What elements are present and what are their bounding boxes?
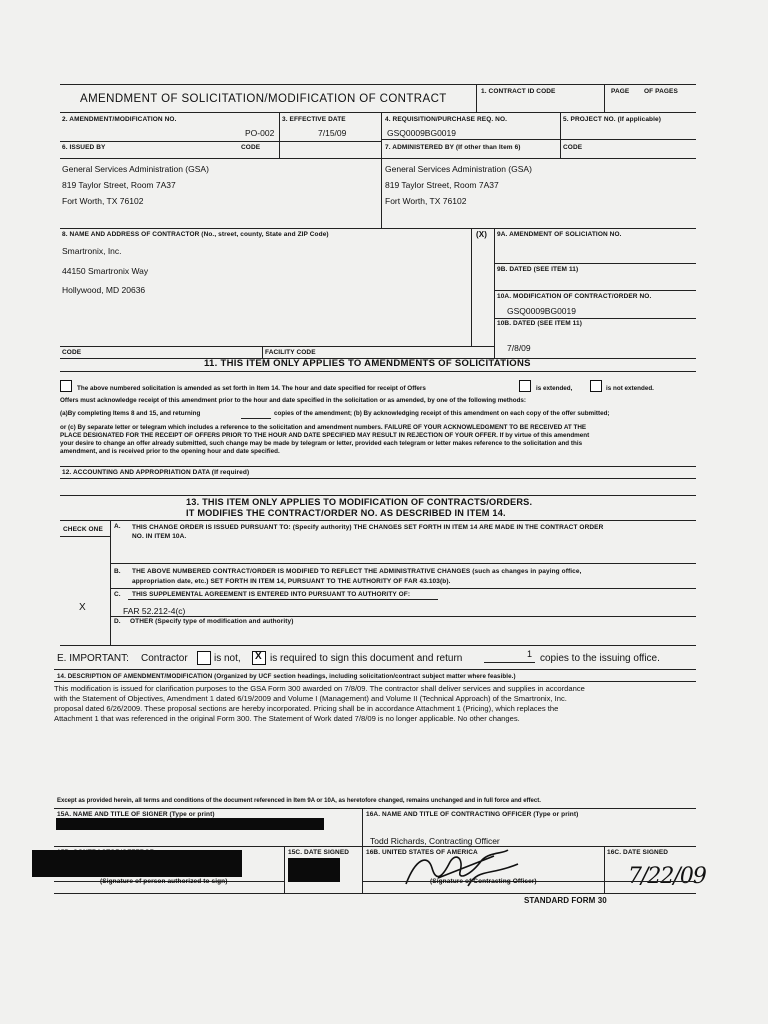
description-line: This modification is issued for clarification purposes to the GSA Form 300 awarded on 7/8/09. The contractor shall deliver services and supplies in accordance (54, 684, 585, 693)
amendment-of-solicitation-label: 9A. AMENDMENT OF SOLICIATION NO. (497, 231, 622, 238)
is-required-checkbox[interactable] (252, 651, 266, 665)
contracting-officer-name: Todd Richards, Contracting Officer (370, 836, 500, 846)
date-signed-16c-label: 16C. DATE SIGNED (607, 849, 669, 856)
dated-10b-label: 10B. DATED (SEE ITEM 11) (497, 320, 582, 327)
option-a-text: NO. IN ITEM 10A. (132, 533, 187, 540)
effective-date-label: 3. EFFECTIVE DATE (282, 116, 346, 123)
redacted-contractor-signature (32, 850, 242, 877)
item-11-text: your desire to change an offer already submitted, such change may be made by telegram or letter, provided each telegram or letter makes reference to the solicitation and this (60, 440, 583, 447)
rule (60, 84, 696, 85)
not-extended-label: is not extended. (606, 385, 654, 392)
option-d-text: OTHER (Specify type of modification and authority) (130, 618, 294, 625)
signer-name-label: 15A. NAME AND TITLE OF SIGNER (Type or print) (57, 811, 215, 818)
check-one-label: CHECK ONE (63, 526, 103, 533)
copies-text: copies to the issuing office. (540, 653, 660, 664)
option-a-letter: A. (114, 523, 121, 530)
item-13-subheading: IT MODIFIES THE CONTRACT/ORDER NO. AS DESCRIBED IN ITEM 14. (186, 508, 506, 518)
amendment-no-value: PO-002 (245, 128, 275, 138)
form-title: AMENDMENT OF SOLICITATION/MODIFICATION OF CONTRACT (80, 93, 447, 105)
modification-10a-label: 10A. MODIFICATION OF CONTRACT/ORDER NO. (497, 293, 652, 300)
not-extended-checkbox[interactable] (590, 380, 602, 392)
requisition-label: 4. REQUISITION/PURCHASE REQ. NO. (385, 116, 508, 123)
contractor-address-line: Hollywood, MD 20636 (62, 285, 146, 295)
issued-by-line: 819 Taylor Street, Room 7A37 (62, 180, 176, 190)
option-a-text: THIS CHANGE ORDER IS ISSUED PURSUANT TO: (Specify authority) THE CHANGES SET FORTH IN ITEM 14 ARE MADE IN THE CONTRACT ORDER (132, 524, 604, 531)
administered-by-line: 819 Taylor Street, Room 7A37 (385, 180, 499, 190)
dated-10b-value: 7/8/09 (507, 343, 531, 353)
project-no-label: 5. PROJECT NO. (If applicable) (563, 116, 661, 123)
redacted-signer-name (56, 818, 324, 830)
option-c-text: THIS SUPPLEMENTAL AGREEMENT IS ENTERED INTO PURSUANT TO AUTHORITY OF: (132, 591, 411, 598)
except-statement: Except as provided herein, all terms and conditions of the document referenced in Item 9A or 10A, as heretofore changed, remains unchanged and in full force and effect. (57, 798, 541, 804)
option-b-text: appropriation date, etc.) SET FORTH IN ITEM 14, PURSUANT TO THE AUTHORITY OF FAR 43.103(b). (132, 578, 451, 585)
option-c-letter: C. (114, 591, 121, 598)
is-not-label: is not, (214, 653, 241, 664)
standard-form-label: STANDARD FORM 30 (524, 896, 607, 905)
option-b-text: THE ABOVE NUMBERED CONTRACT/ORDER IS MODIFIED TO REFLECT THE ADMINISTRATIVE CHANGES (such as changes in paying office, (132, 568, 582, 575)
united-states-label: 16B. UNITED STATES OF AMERICA (366, 849, 478, 856)
contracting-officer-name-label: 16A. NAME AND TITLE OF CONTRACTING OFFICER (Type or print) (366, 811, 579, 818)
modification-10a-value: GSQ0009BG0019 (507, 306, 576, 316)
date-signed-16c-value: 7/22/09 (628, 864, 706, 889)
contract-id-code-label: 1. CONTRACT ID CODE (481, 88, 556, 95)
contractor-address-line: Smartronix, Inc. (62, 246, 122, 256)
contracting-officer-signature (398, 848, 538, 892)
item-11-text: or (c) By separate letter or telegram which includes a reference to the solicitation and amendment numbers. FAILURE OF YOUR ACKNOWLEDGMENT TO BE RECEIVED AT THE (60, 424, 587, 431)
item-11-text: (a)By completing Items 8 and 15, and returning (60, 410, 201, 417)
contractor-code-label: CODE (62, 349, 82, 356)
solicitation-amended-checkbox[interactable] (60, 380, 72, 392)
option-c-authority-value: FAR 52.212-4(c) (123, 606, 186, 616)
issued-by-label: 6. ISSUED BY (62, 144, 106, 151)
amendment-no-label: 2. AMENDMENT/MODIFICATION NO. (62, 116, 177, 123)
x-column-header: (X) (476, 230, 487, 239)
administered-by-line: General Services Administration (GSA) (385, 164, 532, 174)
item-11-text: The above numbered solicitation is amended as set forth in Item 14. The hour and date specified for receipt of Offers (77, 385, 426, 392)
of-pages-label: OF PAGES (644, 88, 678, 95)
issued-code-label: CODE (241, 144, 261, 151)
option-d-letter: D. (114, 618, 121, 625)
issued-by-line: General Services Administration (GSA) (62, 164, 209, 174)
option-c-checked-mark: X (79, 602, 86, 613)
effective-date-value: 7/15/09 (318, 128, 347, 138)
is-required-checked-mark: X (255, 651, 262, 662)
item-11-text: amendment, and is received prior to the opening hour and date specified. (60, 448, 280, 455)
requisition-value: GSQ0009BG0019 (387, 128, 456, 138)
is-not-checkbox[interactable] (197, 651, 211, 665)
item-11-text: Offers must acknowledge receipt of this amendment prior to the hour and date specified in the solicitation or as amended, by one of the following methods: (60, 397, 527, 404)
option-b-letter: B. (114, 568, 121, 575)
contractor-address-label: 8. NAME AND ADDRESS OF CONTRACTOR (No., street, county, State and ZIP Code) (62, 231, 329, 238)
extended-checkbox[interactable] (519, 380, 531, 392)
officer-signature-caption: (Signature of Contracting Officer) (430, 878, 537, 885)
admin-code-label: CODE (563, 144, 583, 151)
item-11-text: PLACE DESIGNATED FOR THE RECEIPT OF OFFERS PRIOR TO THE HOUR AND DATE SPECIFIED MAY RESULT IN REJECTION OF YOUR OFFER. If by virtue of this amendment (60, 432, 590, 439)
important-label: E. IMPORTANT: (57, 653, 129, 664)
contractor-signature-caption: (Signature of person authorized to sign) (100, 878, 228, 885)
dated-9b-label: 9B. DATED (SEE ITEM 11) (497, 266, 579, 273)
administered-by-label: 7. ADMINISTERED BY (If other than Item 6) (385, 144, 521, 151)
item-11-heading: 11. THIS ITEM ONLY APPLIES TO AMENDMENTS OF SOLICITATIONS (204, 358, 531, 369)
description-label: 14. DESCRIPTION OF AMENDMENT/MODIFICATION (Organized by UCF section headings, including solicitation/contract subject matter where feasible.) (57, 673, 516, 680)
accounting-data-label: 12. ACCOUNTING AND APPROPRIATION DATA (If required) (62, 469, 250, 476)
copies-count: 1 (527, 649, 533, 659)
date-signed-15c-label: 15C. DATE SIGNED (288, 849, 350, 856)
description-line: Attachment 1 that was referenced in the original Form 300. The Statement of Work dated 7/8/09 is no longer applicable. No other changes. (54, 714, 520, 723)
administered-by-line: Fort Worth, TX 76102 (385, 196, 467, 206)
item-11-text: copies of the amendment; (b) By acknowledging receipt of this amendment on each copy of the offer submitted; (274, 410, 610, 417)
item-13-heading: 13. THIS ITEM ONLY APPLIES TO MODIFICATION OF CONTRACTS/ORDERS. (186, 497, 533, 507)
redacted-date-signed (288, 858, 340, 882)
issued-by-line: Fort Worth, TX 76102 (62, 196, 144, 206)
page-label: PAGE (611, 88, 630, 95)
extended-label: is extended, (536, 385, 573, 392)
important-contractor-text: Contractor (141, 653, 188, 664)
facility-code-label: FACILITY CODE (265, 349, 316, 356)
description-line: proposal dated 6/26/2009. These proposal sections are hereby incorporated. Pricing shall be in accordance Attachment 1 (Pricing), which replaces the (54, 704, 559, 713)
contractor-address-line: 44150 Smartronix Way (62, 266, 149, 276)
is-required-text: is required to sign this document and return (270, 653, 463, 664)
description-line: with the Statement of Objectives, Amendment 1 dated 6/19/2009 and Volume I (Management) and Volume II (Technical Approach) of the Smartronix, Inc. (54, 694, 567, 703)
